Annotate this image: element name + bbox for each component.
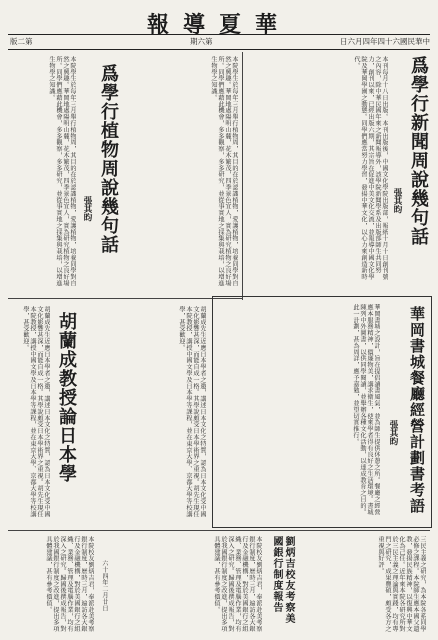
article-4-body: 胡蘭成先生近應日本學者之邀，講述日本文化之特質，認為日本文化受中國文化影響甚深，而能自成一格。其學說頗受日本學術界之重視。胡先生現任本院教授，講授中國文學及日本學等課程，並在東京大學、京都大學等校講學，甚受歡迎。	[178, 306, 206, 518]
article-3-body: 本院學生於每年三月舉行植物周，其目的在於認識植物，愛護植物，培養同學對自然之興趣。華岡地處陽明山麓，花木繁茂，四季景色宜人，實為研究植物之良好場所。同學們應藉此機會，多多觀察，多多研究，並從事實地之採集與栽培，以增進生物學之知識。	[48, 56, 76, 287]
article-1-title: 爲學行新聞周說幾句話	[408, 56, 429, 246]
section-divider-bottom	[8, 530, 430, 531]
section-divider-left	[8, 298, 242, 299]
article-1-author: 張其昀	[392, 188, 402, 214]
article-5-body-cont: 本院校友劉炳吉君，奉派赴美考察銀行制度，歷時三月，遍訪各大銀行及金融機構，對於美國銀行之組織、業務、管理及電腦作業，均有深入之研究。歸國後撰成報告，對於我國銀行制度之改進，提出多項具體建議，甚有參考價值。	[45, 536, 94, 632]
article-3-title: 爲學行植物周說幾句話	[98, 64, 119, 254]
article-6-body: 三民主義之研究，為本院各系同學必修之課程。本院師生應本國父遺教，發揚民族精神，以復興中華文化為己任。近年來本院各研究所對於三民主義之理論與實踐，均有專門之研究，成果豐碩，頗受各方之重視與好評。	[377, 536, 426, 632]
page-label: 版二第	[10, 37, 33, 46]
article-2-body: 華岡書城之設計，旨在提倡讀書風氣，並為師生提供休憩之所。餐廳之經營應本服務精神，價廉物美，講求衛生，使來學者得有良好之生活環境。書城陳列中外圖書，以供同學閱讀，並舉辦各種文化活動，以達成教育之目的。此一計劃，甚為周詳，應予嘉勉，並望切實推行。	[352, 304, 380, 516]
header-rule-top	[8, 34, 430, 35]
article-4-title: 胡蘭成教授論日本學	[56, 312, 77, 483]
article-5-title: 劉炳吉校友考察美國銀行制度報告	[271, 536, 294, 624]
article-5-date: 六十四年二月廿日	[101, 560, 108, 612]
article-2-title: 華岡書城餐廳經營計劃書考語	[408, 306, 426, 514]
article-4-body-cont: 胡蘭成先生近應日本學者之邀，講述日本文化之特質，認為日本文化受中國文化影響甚深，而能自成一格。其學說頗受日本學術界之重視。胡先生現任本院教授，講授中國文學及日本學等課程，並在東京大學、京都大學等校講學，甚受歡迎。	[22, 306, 50, 518]
issue-number: 期六第	[190, 37, 213, 46]
article-1-body: 本刊每月十八日出版。本刊出版後，中國文化學院出版部，報紙十月十日創刊號之內容，除中華民國年來之新聞報導外，該學院新聞學系及出版部師生共同努力，創刊以來，已經出版六期，其宗旨在促進中美文化交流，並報導中國文化學院及華岡學園之動態。同學們應當努力學習，發揚中華文化，以心力來創造新時代。	[353, 56, 388, 280]
column-divider	[242, 52, 243, 300]
article-5-body: 本院校友劉炳吉君，奉派赴美考察銀行制度，歷時三月，遍訪各大銀行及金融機構，對於美國銀行之組織、業務、管理及電腦作業，均有深入之研究。歸國後撰成報告，對於我國銀行制度之改進，提出多項具體建議，甚有參考價值。	[213, 536, 262, 632]
header-rule-bottom	[8, 49, 430, 50]
issue-date: 日六月四年四十六國民華中	[340, 37, 430, 46]
masthead	[10, 6, 428, 38]
article-2-author: 張其昀	[388, 420, 398, 446]
masthead-title: 報導夏華	[146, 12, 291, 38]
article-3-body-a: 本院學生於每年三月舉行植物周，其目的在於認識植物，愛護植物，培養同學對自然之興趣。華岡地處陽明山麓，花木繁茂，四季景色宜人，實為研究植物之良好場所。同學們應藉此機會，多多觀察，多多研究，並從事實地之採集與栽培，以增進生物學之知識。	[210, 56, 238, 287]
article-3-author: 張其昀	[82, 196, 92, 222]
